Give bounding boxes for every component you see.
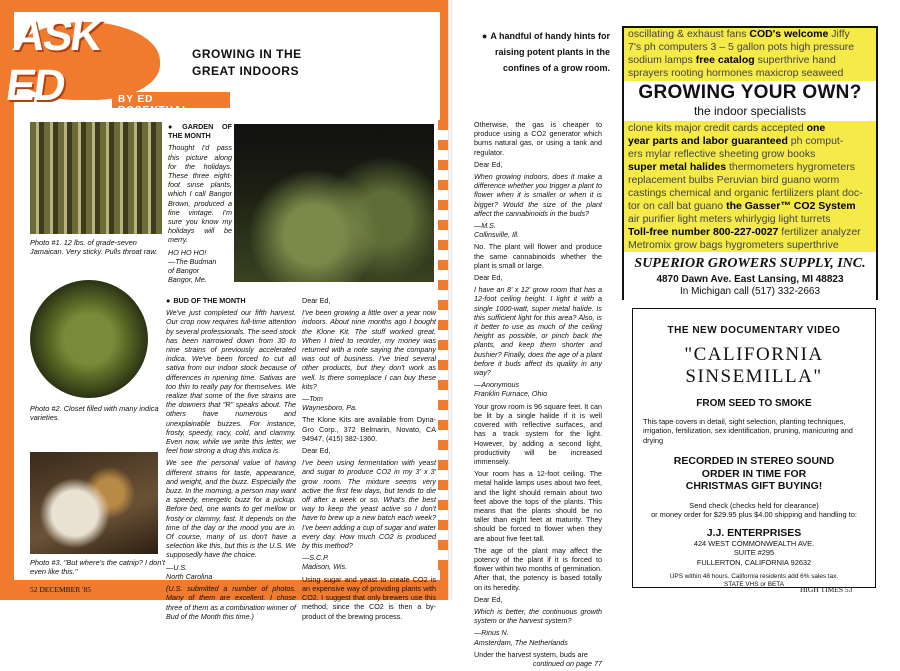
photo-caption-2: Photo #2. Closet filled with many indica varieties. [30, 404, 159, 423]
ad-product-line: oscillating & exhaust fans COD's welcome Jiffy [628, 28, 850, 40]
ad-product-line: castings chemical and organic fertilizers plant doc- [628, 187, 863, 199]
ad-headline-block [624, 81, 876, 121]
byline: BY ED ROSENTHAL [112, 92, 230, 108]
garden-of-the-month: ● GARDEN OF THE MONTH Thought I'd pass this picture along for the holidays. These three eight-foot sinse plants, which I call Bangor Brown, produced a fine vintage. I'm sure you know my holidays will be merry. HO HO HO! —The Budman of Bangor Bangor, Me. [168, 122, 232, 287]
ad-headline: GROWING YOUR OWN? [638, 82, 862, 103]
ad-address: 4870 Dawn Ave. East Lansing, MI 48823 [656, 274, 844, 285]
ad-video-title: "CALIFORNIA SINSEMILLA" [684, 344, 824, 387]
ad-superior-growers [622, 26, 878, 300]
photo-caption-1: Photo #1. 12 lbs. of grade-seven Jamaican. Very sticky. Pulls throat raw. [30, 238, 158, 257]
photo-caption-3: Photo #3. "But where's the catnip? I don't even like this." [30, 558, 165, 577]
ad-phone: In Michigan call (517) 332-2663 [679, 286, 821, 297]
section-heading: ● GARDEN OF THE MONTH [168, 122, 232, 140]
section-heading: ● BUD OF THE MONTH [166, 296, 296, 305]
ad-video-description: This tape covers in detail, sight selection, planting techniques, irrigation, fertilization, sex identification, pruning, manicuring and drying [643, 417, 853, 445]
photo-garden-plants [234, 124, 434, 282]
ad-product-line: air purifier light meters whirlygig light turrets [628, 213, 831, 225]
ad-product-line: 7's ph computers 3 – 5 gallon pots high pressure [628, 41, 855, 53]
ad-video-subtitle: FROM SEED TO SMOKE [696, 398, 812, 409]
ad-product-list-bottom [624, 122, 876, 252]
ad-subhead: the indoor specialists [693, 104, 807, 118]
ad-product-line: sprayers rooting hormones maxicrop seaweed [628, 67, 844, 79]
ad-video-address: 424 WEST COMMONWEALTH AVE. SUITE #295 FULLERTON, CALIFORNIA 92632 [693, 539, 815, 567]
letters-column-1: Dear Ed, I've been growing a little over a year now indoors. About nine months ago I bought the Klone Kit. The stuff worked great. When I tried to reorder, my money was returned with a note saying the company was out of business. I've tried several other products, but they don't work as well. Is there someplace I can buy these kits? —Tom Waynesboro, Pa. The Klone Kits are available from Dyna-Gro Corp., 372 Belmarin, Novato, CA 94947, (415) 382-1360. Dear Ed, I've been using fermentation with yeast and sugar to produce CO2 in my 3' x 3' grow room. The mixture seems very active the first few days, but tends to die off after a week or so. What's the best way to keep the yeast active so I don't have to brew up a new batch each week? I've been adding a cup of sugar and water every day. How much CO2 is produced by this method? —S.C.P. Madison, Wis. Using sugar and yeast to create CO2 is an expensive way of providing plants with CO2. I suggest that only brewers use this method, since the CO2 is then a by-product of the brewing process. [302, 296, 436, 621]
spine-gutter [448, 0, 452, 600]
ad-product-list-top [624, 28, 876, 80]
ask-ed-logo: ASK ED [10, 22, 160, 100]
photo-closet-round [30, 280, 148, 398]
photo-hanging-buds [30, 122, 162, 234]
ad-product-line: super metal halides thermometers hygrometers [628, 161, 856, 173]
page-folio-left: 52 DECEMBER '85 [30, 585, 91, 594]
ad-product-line: tor on call bat guano the Gasser™ CO2 System [628, 200, 856, 212]
ad-company-block [624, 252, 876, 310]
photo-cat [30, 452, 158, 554]
article-headline: GROWING IN THE GREAT INDOORS [192, 47, 302, 78]
ad-kicker: THE NEW DOCUMENTARY VIDEO [667, 325, 841, 336]
page-folio-right: HIGH TIMES 53 [800, 585, 853, 594]
ad-offer: RECORDED IN STEREO SOUND ORDER IN TIME FOR CHRISTMAS GIFT BUYING! [673, 455, 835, 493]
ad-product-line: Toll-free number 800-227-0027 fertilizer analyzer [628, 226, 861, 238]
ad-california-sinsemilla [632, 308, 876, 588]
ad-video-company: J.J. ENTERPRISES [706, 527, 802, 540]
ad-company-name: SUPERIOR GROWERS SUPPLY, INC. [634, 256, 866, 271]
bud-of-the-month: ● BUD OF THE MONTH We've just completed our fifth harvest. Our crop now requires full-time attention by several professionals. The seed stock has been narrowed down from 30 to nine strains of previously accelerated indica. We've been forced to cut all sativa from our indoor stock because of differences in ripening time. Sativas are too thin to really pay for themselves. We realize that some of the five strains are the downers that "R" speaks about. The others have numerous and unexplainable buzzes. For instance, frosty, speedy, racy, cold, and clammy. Even now, while we write this letter, we feel how strong a drug this indica is. We see the personal value of having different strains for taste, appearance, and weight, and the buzz. Especially the buzz. In the morning, a person may want a speedy, energetic buzz for a pickup. Before bed, one wants to get mellow or frosty or clammy, fast. It depends on the time of the day or the mood you are in. Of course, many of us don't have a selection like this, but this is the U.S. We supposedly have the choice. —U.S. North Carolina (U.S. submitted a number of photos. Many of them are excellent. I chose three of them as a combination winner of Bud of the Month this time.) [166, 296, 296, 624]
left-page [0, 0, 450, 621]
ad-product-line: Metromix grow bags hygrometers superthrive [628, 239, 839, 251]
ad-product-line: ers mylar reflective sheeting grow books [628, 148, 816, 160]
ad-product-line: replacement bulbs Peruvian bird guano worm [628, 174, 840, 186]
pull-quote: ● A handful of handy hints for raising potent plants in the confines of a grow room. [474, 28, 610, 76]
ad-product-line: clone kits major credit cards accepted one [628, 122, 826, 134]
ad-product-line: sodium lamps free catalog superthrive hand [628, 54, 836, 66]
letters-column-2: Otherwise, the gas is cheaper to produce using a CO2 generator which burns natural gas, or using a tank and regulator. Dear Ed, When growing indoors, does it make a difference whether you trigger a plant to flower when it is smaller or when it is bigger? Would the size of the plant affect the cannabinoids in the buds? —M.S. Collinsville, Ill. No. The plant will flower and produce the same cannabinoids whether the plant is small or large. Dear Ed, I have an 8' x 12' grow room that has a 12-foot ceiling height. I light it with a single 1000-watt, super metal halide. Is this sufficient light for this area? Also, is it better to use as much of the ceiling height as possible, or pinch back the plants, and keep them shorter and bushier? Finally, does the age of a plant before it buds affect its quality in any way? —Anonymous Franklin Furnace, Ohio Your grow room is 96 square feet. It can be lit by a single halide if it is well covered with reflective surfaces, and has a track system for the light. However, by adding a second light, productivity will be increased immensely. Your room has a 12-foot ceiling. The metal halide lamps uses about two feet, and the light should remain about two feet above the tops of the plants. This means that the plants should be no taller than eight feet at maturity. They should be forced to flower when they are about five feet tall. The age of the plant may affect the potency of the plant if it is forced to flower within two months of germination. After that, the potency is based totally on its heredity. Dear Ed, Which is better, the continuous growth system or the harvest system? —Rinus N. Amsterdam, The Netherlands Under the harvest system, buds are continued on page 77 [474, 120, 602, 668]
ad-product-line: year parts and labor guaranteed ph comput- [628, 135, 844, 147]
ad-fine-print: UPS within 48 hours. California residents add 6% sales tax. STATE VHS or BETA [669, 572, 839, 589]
ad-payment-info: Send check (checks held for clearance) or money order for $29.95 plus $4.00 shipping and handling to: [651, 500, 857, 519]
